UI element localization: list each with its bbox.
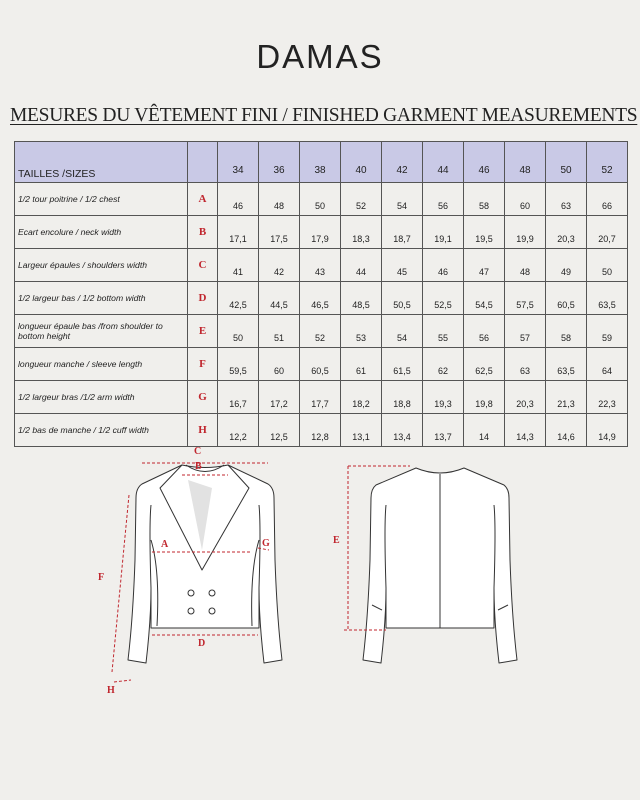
measurement-value: 20,3 — [505, 381, 546, 414]
measurement-value: 62,5 — [464, 348, 505, 381]
table-row — [15, 282, 628, 315]
measurement-label: 1/2 bas de manche / 1/2 cuff width — [15, 414, 188, 447]
measurement-value: 12,2 — [218, 414, 259, 447]
measurement-table — [14, 141, 628, 447]
size-header: 34 — [218, 142, 259, 183]
label-h: H — [107, 685, 115, 696]
label-a: A — [161, 539, 169, 550]
label-c: C — [194, 446, 202, 457]
label-b: B — [195, 461, 202, 472]
measurement-value: 52,5 — [423, 282, 464, 315]
measurement-label: Largeur épaules / shoulders width — [15, 249, 188, 282]
measurement-value: 20,7 — [587, 216, 628, 249]
measurement-code: B — [188, 216, 218, 249]
measurement-value: 63 — [505, 348, 546, 381]
size-header: 50 — [546, 142, 587, 183]
measurement-value: 61 — [341, 348, 382, 381]
measurement-value: 60 — [505, 183, 546, 216]
measurement-code: G — [188, 381, 218, 414]
measurement-value: 47 — [464, 249, 505, 282]
table-row — [15, 315, 628, 348]
measurement-value: 63,5 — [546, 348, 587, 381]
measurement-value: 46 — [218, 183, 259, 216]
measurement-value: 53 — [341, 315, 382, 348]
measurement-value: 48 — [505, 249, 546, 282]
measurement-value: 49 — [546, 249, 587, 282]
measurement-value: 14,6 — [546, 414, 587, 447]
measurement-value: 17,7 — [300, 381, 341, 414]
measurement-value: 19,5 — [464, 216, 505, 249]
size-header: 48 — [505, 142, 546, 183]
measurement-value: 44 — [341, 249, 382, 282]
measurement-value: 14 — [464, 414, 505, 447]
measurement-label: longueur manche / sleeve length — [15, 348, 188, 381]
measurement-label: 1/2 largeur bras /1/2 arm width — [15, 381, 188, 414]
measurement-value: 62 — [423, 348, 464, 381]
button — [209, 608, 215, 614]
measurement-value: 60,5 — [546, 282, 587, 315]
measurement-code: D — [188, 282, 218, 315]
label-f: F — [98, 572, 105, 583]
measurement-value: 58 — [546, 315, 587, 348]
measurement-value: 61,5 — [382, 348, 423, 381]
table-row — [15, 183, 628, 216]
table-row — [15, 348, 628, 381]
measurement-value: 12,8 — [300, 414, 341, 447]
measurement-label: Ecart encolure / neck width — [15, 216, 188, 249]
label-g: G — [262, 538, 270, 549]
table-row — [15, 381, 628, 414]
table-row — [15, 249, 628, 282]
measurement-value: 59 — [587, 315, 628, 348]
measurement-value: 46,5 — [300, 282, 341, 315]
measurement-value: 51 — [259, 315, 300, 348]
button — [188, 590, 194, 596]
measurement-code: C — [188, 249, 218, 282]
brand-logo: DAMAS — [256, 38, 384, 75]
measurement-code: E — [188, 315, 218, 348]
measurement-value: 19,1 — [423, 216, 464, 249]
measurement-value: 60,5 — [300, 348, 341, 381]
measurement-value: 18,8 — [382, 381, 423, 414]
table-header-row — [15, 142, 628, 183]
measurement-label: 1/2 largeur bas / 1/2 bottom width — [15, 282, 188, 315]
size-header: 46 — [464, 142, 505, 183]
measurement-code: A — [188, 183, 218, 216]
size-header: 40 — [341, 142, 382, 183]
measurement-value: 52 — [341, 183, 382, 216]
measurement-value: 50 — [587, 249, 628, 282]
measurement-value: 18,2 — [341, 381, 382, 414]
measurement-value: 17,5 — [259, 216, 300, 249]
measurement-value: 41 — [218, 249, 259, 282]
measurement-value: 19,9 — [505, 216, 546, 249]
measurement-value: 63,5 — [587, 282, 628, 315]
measurement-value: 42,5 — [218, 282, 259, 315]
measurement-value: 21,3 — [546, 381, 587, 414]
measurement-value: 59,5 — [218, 348, 259, 381]
garment-sketch — [0, 430, 640, 700]
table-row — [15, 216, 628, 249]
measurement-value: 42 — [259, 249, 300, 282]
label-d: D — [198, 638, 206, 649]
measurement-label: 1/2 tour poitrine / 1/2 chest — [15, 183, 188, 216]
label-e: E — [333, 535, 340, 546]
measurement-value: 20,3 — [546, 216, 587, 249]
size-header: 42 — [382, 142, 423, 183]
measurement-value: 13,4 — [382, 414, 423, 447]
measurement-value: 46 — [423, 249, 464, 282]
measurement-value: 17,2 — [259, 381, 300, 414]
size-header: 52 — [587, 142, 628, 183]
button — [188, 608, 194, 614]
measurement-value: 13,7 — [423, 414, 464, 447]
measurement-code: F — [188, 348, 218, 381]
page-heading: MESURES DU VÊTEMENT FINI / FINISHED GARMENT MEASUREMENTS — [10, 105, 638, 126]
measurement-value: 66 — [587, 183, 628, 216]
measurement-value: 48 — [259, 183, 300, 216]
size-header: 44 — [423, 142, 464, 183]
back-jacket-drawing — [363, 468, 517, 663]
measurement-value: 55 — [423, 315, 464, 348]
size-header: 38 — [300, 142, 341, 183]
measurement-value: 19,3 — [423, 381, 464, 414]
measurement-value: 57,5 — [505, 282, 546, 315]
measurement-code: H — [188, 414, 218, 447]
sizes-header: TAILLES /SIZES — [15, 142, 188, 183]
measurement-value: 45 — [382, 249, 423, 282]
measurement-value: 44,5 — [259, 282, 300, 315]
measurement-value: 58 — [464, 183, 505, 216]
front-jacket-drawing — [128, 465, 282, 663]
measurement-value: 13,1 — [341, 414, 382, 447]
measurement-value: 56 — [423, 183, 464, 216]
measurement-value: 60 — [259, 348, 300, 381]
measurement-value: 48,5 — [341, 282, 382, 315]
measurement-value: 22,3 — [587, 381, 628, 414]
measurement-value: 16,7 — [218, 381, 259, 414]
measurement-value: 57 — [505, 315, 546, 348]
measurement-value: 12,5 — [259, 414, 300, 447]
measurement-value: 18,3 — [341, 216, 382, 249]
size-header: 36 — [259, 142, 300, 183]
code-header — [188, 142, 218, 183]
measurement-value: 54,5 — [464, 282, 505, 315]
measurement-value: 19,8 — [464, 381, 505, 414]
measurement-value: 64 — [587, 348, 628, 381]
measurement-value: 43 — [300, 249, 341, 282]
measurement-value: 54 — [382, 183, 423, 216]
measurement-value: 50,5 — [382, 282, 423, 315]
measurement-value: 56 — [464, 315, 505, 348]
measurement-value: 50 — [300, 183, 341, 216]
measurement-label: longueur épaule bas /from shoulder to bottom height — [15, 315, 188, 348]
measurement-value: 17,1 — [218, 216, 259, 249]
measurement-value: 54 — [382, 315, 423, 348]
measurement-value: 18,7 — [382, 216, 423, 249]
measurement-value: 14,9 — [587, 414, 628, 447]
measurement-value: 52 — [300, 315, 341, 348]
button — [209, 590, 215, 596]
measurement-value: 17,9 — [300, 216, 341, 249]
measurement-value: 14,3 — [505, 414, 546, 447]
measurement-value: 63 — [546, 183, 587, 216]
measurement-value: 50 — [218, 315, 259, 348]
